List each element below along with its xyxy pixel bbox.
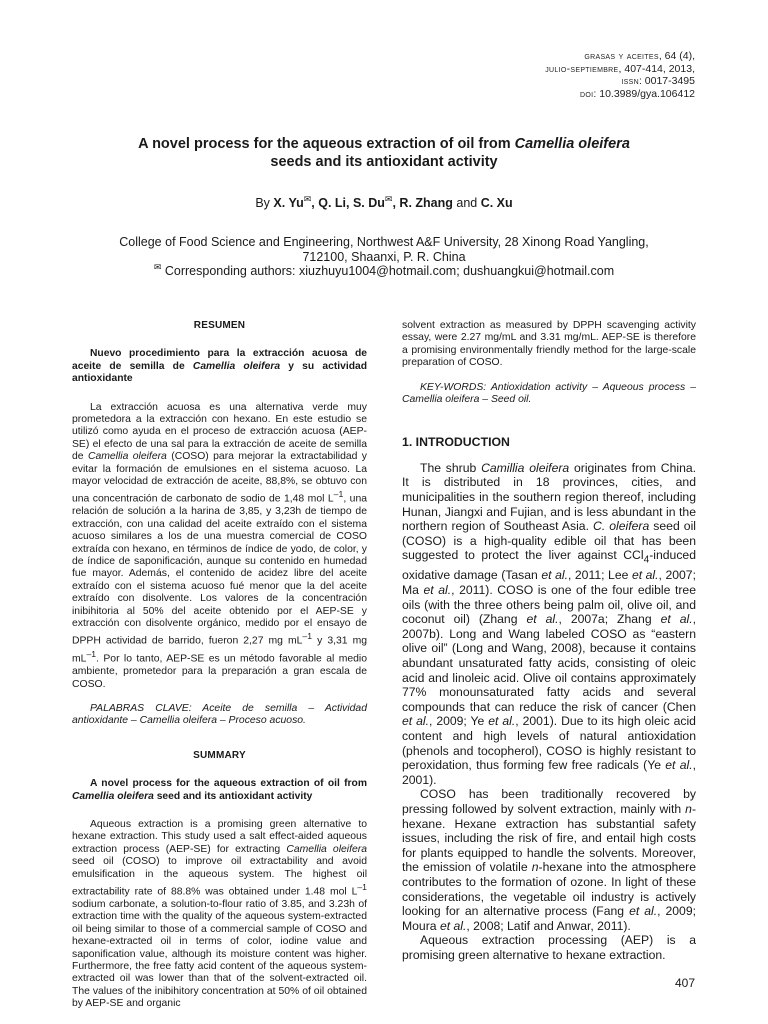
intro-paragraph-3: Aqueous extraction processing (AEP) is a promising green alternative to hexane extraction. bbox=[402, 933, 696, 962]
right-column bbox=[402, 320, 696, 962]
resumen-heading: RESUMEN bbox=[193, 320, 246, 331]
envelope-icon: ✉ bbox=[384, 193, 393, 204]
journal-header bbox=[545, 50, 695, 100]
issn-label: issn bbox=[621, 75, 639, 87]
key-words: KEY-WORDS: Antioxidation activity – Aqueous process – Camellia oleifera – Seed oil. bbox=[402, 381, 696, 406]
summary-abstract-continued: solvent extraction as measured by DPPH scavenging activity essay, were 2.27 mg/mL and 3.31 mg/mL. AEP-SE is therefore a promising environmentally friendly method for the large-scale preparation of COSO. bbox=[402, 320, 696, 369]
journal-pages: , 407-414, 2013, bbox=[618, 62, 695, 75]
left-column bbox=[72, 320, 367, 1011]
paper-title: A novel process for the aqueous extraction of oil from Camellia oleifera seeds and its antioxidant activity bbox=[138, 136, 630, 170]
title-species: Camellia oleifera bbox=[514, 136, 630, 152]
summary-subtitle: A novel process for the aqueous extraction of oil from Camellia oleifera seed and its antioxidant activity bbox=[72, 778, 367, 802]
corresponding-authors: Corresponding authors: xiuzhuyu1004@hotmail.com; dushuangkui@hotmail.com bbox=[161, 264, 615, 278]
issn-value: : 0017-3495 bbox=[638, 75, 695, 87]
author-2: Q. Li bbox=[318, 196, 347, 210]
page-number: 407 bbox=[674, 976, 695, 990]
envelope-icon: ✉ bbox=[303, 193, 312, 204]
resumen-subtitle: Nuevo procedimiento para la extracción acuosa de aceite de semilla de Camellia oleifera y su actividad antioxidante bbox=[72, 348, 367, 385]
author-list: By X. Yu✉, Q. Li, S. Du✉, R. Zhang and C. Xu bbox=[255, 193, 513, 210]
author-3: S. Du bbox=[352, 196, 385, 210]
intro-paragraph-2: COSO has been traditionally recovered by pressing followed by solvent extraction, mainly with n-hexane. Hexane extraction has substantial safety issues, including the risk of fire, and entail high costs for plants equipped to handle the solvents. Moreover, the emission of volatile n-hexane into the atmosphere contributes to the formation of ozone. In light of these considerations, the vegetable oil industry is actively looking for an alternative process (Fang et al., 2009; Moura et al., 2008; Latif and Anwar, 2011). bbox=[402, 787, 696, 933]
journal-period: julio-septiembre bbox=[545, 62, 619, 75]
intro-paragraph-1: The shrub Camillia oleifera originates from China. It is distributed in 18 provinces, cities, and municipalities in the southern region thereof, including Hunan, Jiangxi and Fujian, and is less abundant in the northern region of Southeast Asia. C. oleifera seed oil (COSO) is a high-quality edible oil that has been suggested to protect the liver against CCl$_4$-induced oxidative damage (Tasan et al., 2011; Lee et al., 2007; Ma et al., 2011). COSO is one of the four edible tree oils (with the three others being palm oil, olive oil, and coconut oil) (Zhang et al., 2007a; Zhang et al., 2007b). Long and Wang labeled COSO as “eastern olive oil” (Long and Wang, 2008), because it contains abundant unsaturated fatty acids, consisting of oleic acid and linoleic acid. Olive oil contains approximately 77% monounsaturated fatty acids and several compounds that can reduce the risk of cancer (Chen et al., 2009; Ye et al., 2001). Due to its high oleic acid content and high levels of natural antioxidation (phenols and tocopherol), COSO is highly resistant to peroxidation, thus forming few free radicals (Ye et al., 2001). bbox=[402, 460, 697, 787]
summary-abstract: Aqueous extraction is a promising green alternative to hexane extraction. This study used a salt effect-aided aqueous extraction process (AEP-SE) for extracting Camellia oleifera seed oil (COSO) to improve oil extractability and avoid emulsification in the aqueous system. The highest oil extractability rate of 88.8% was obtained under 1.48 mol $L^{-1}$ sodium carbonate, a solution-to-flour ratio of 3.85, and 3.23h of extraction time with the quality of the aqueous system-extracted oil being similar to those of a commercial sample of COSO and hexane-extracted oil in terms of color, iodine value and saponification value, although its moisture content was higher. Furthermore, the free fatty acid content of the aqueous system-extracted oil was lower than that of the solvent-extracted oil. The values of the inibihitory concentration at 50% of oil obtained by AEP-SE and organic bbox=[72, 819, 368, 1010]
introduction-heading: 1. INTRODUCTION bbox=[402, 435, 510, 450]
author-1: X. Yu bbox=[273, 196, 304, 210]
doi-label: doi bbox=[580, 87, 594, 100]
doi-value: : 10.3989/gya.106412 bbox=[593, 87, 695, 100]
envelope-icon: ✉ bbox=[153, 261, 162, 272]
author-4: R. Zhang bbox=[399, 196, 453, 210]
journal-volume: , 64 (4), bbox=[658, 50, 695, 62]
affiliation: College of Food Science and Engineering, Northwest A&F University, 28 Xinong Road Yangling, 712100, Shaanxi, P. R. China ✉ Corresponding authors: xiuzhuyu1004@hotmail.com; dushuangkui@hotmail.com bbox=[119, 235, 649, 278]
author-5: C. Xu bbox=[480, 196, 513, 210]
summary-heading: SUMMARY bbox=[193, 749, 246, 761]
resumen-abstract: La extracción acuosa es una alternativa verde muy prometedora a la extracción con hexano. En este estudio se utilizó como ayuda en el proceso de extracción acuosa (AEP-SE) el efecto de una sal para la extracción de aceite de semilla de Camellia oleifera (COSO) para mejorar la extractabilidad y evitar la formación de emulsiones en el sistema acuoso. La mayor velocidad de extracción de aceite, 88,8%, se obtuvo con una concentración de carbonato de sodio de 1,48 mol $L^{-1}$, una relación de solución a la harina de 3,85, y 3,23h de tiempo de extracción, con una calidad del aceite extraído con el sistema acuoso similares a los de una muestra comercial de COSO extraída con hexano, en términos de índice de yodo, de color, y de índice de saponificación, aunque su contenido en humedad fue mayor. Además, el contenido de acidez libre del aceite extraído con el sistema acuoso fué menor que la del aceite extraído con disolvente. Los valores de la concentración inibihitoria al 50% del aceite obtenido por el AEP-SE y extracción con disolvente orgánico, medido por el ensayo de DPPH actividad de barrido, fueron 2,27 mg $mL^{-1}$ y 3,31 mg $mL^{-1}$. Por lo tanto, AEP-SE es un método favorable al medio ambiente, prometedor para la preparación a gran escala de COSO. bbox=[72, 401, 367, 690]
journal-name: grasas y aceites bbox=[584, 50, 659, 62]
palabras-clave: PALABRAS CLAVE: Aceite de semilla – Actividad antioxidante – Camellia oleifera – Proceso acuoso. bbox=[72, 702, 367, 727]
introduction-body bbox=[402, 461, 696, 963]
